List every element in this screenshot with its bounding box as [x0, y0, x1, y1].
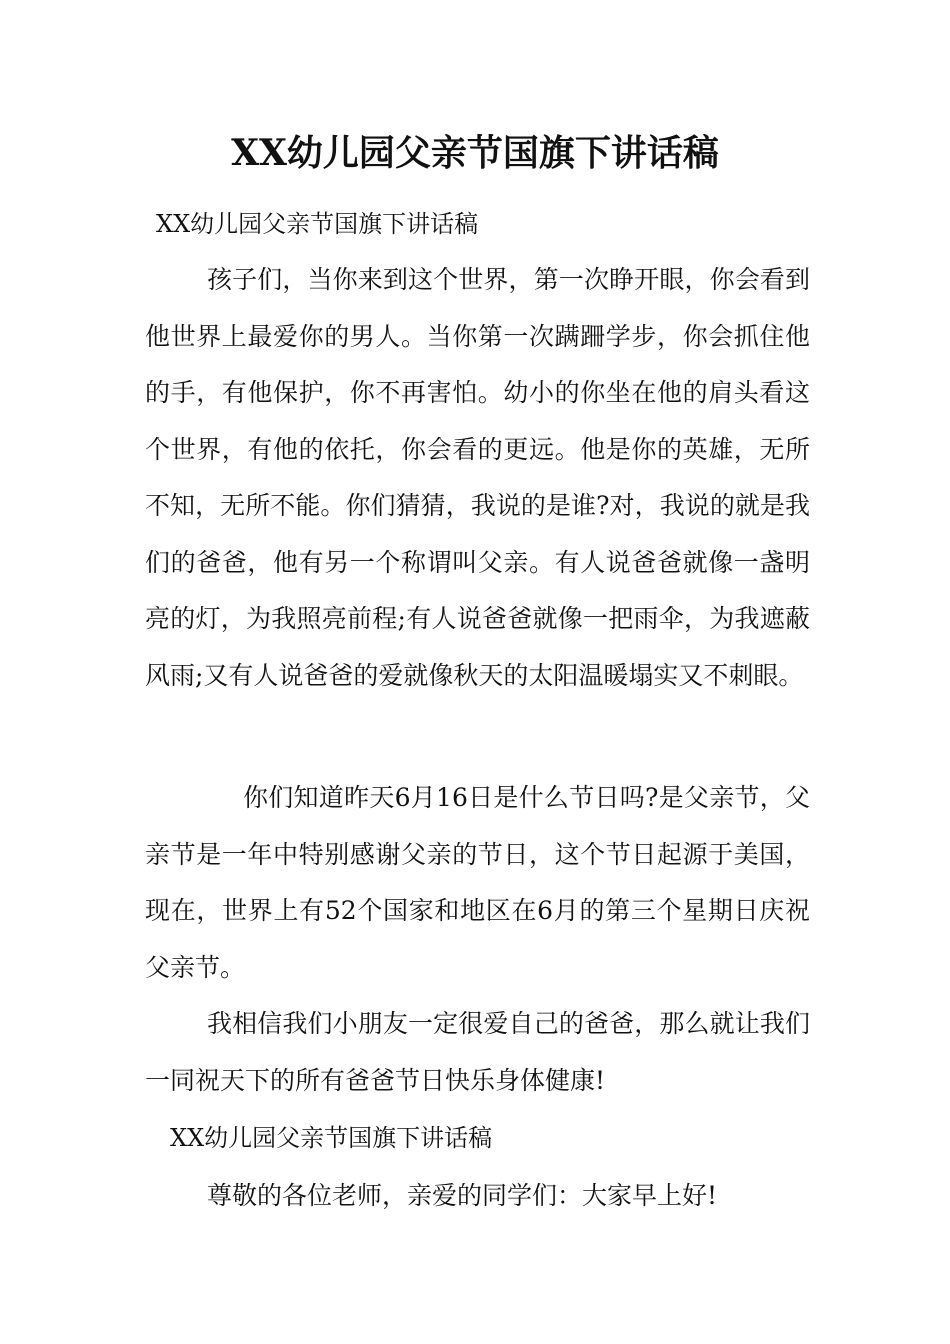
body-paragraph: 你们知道昨天6月16日是什么节日吗?是父亲节，父亲节是一年中特别感谢父亲的节日，这个节日起源于美国，现在，世界上有52个国家和地区在6月的第三个星期日庆祝父亲节。 [145, 783, 810, 982]
body-paragraph: 孩子们，当你来到这个世界，第一次睁开眼，你会看到他世界上最爱你的男人。当你第一次蹒跚学步，你会抓住他的手，有他保护，你不再害怕。幼小的你坐在他的肩头看这个世界，有他的依托，你会看的更远。他是你的英雄，无所不知，无所不能。你们猜猜，我说的是谁?对，我说的就是我们的爸爸，他有另一个称谓叫父亲。有人说爸爸就像一盏明亮的灯，为我照亮前程;有人说爸爸就像一把雨伞，为我遮蔽风雨;又有人说爸爸的爱就像秋天的太阳温暖塌实又不刺眼。 [145, 265, 810, 690]
section-heading: XX幼儿园父亲节国旗下讲话稿 [170, 1124, 493, 1152]
body-paragraph: 尊敬的各位老师，亲爱的同学们：大家早上好! [207, 1181, 718, 1210]
section-heading: XX幼儿园父亲节国旗下讲话稿 [156, 210, 479, 238]
body-paragraph: 我相信我们小朋友一定很爱自己的爸爸，那么就让我们一同祝天下的所有爸爸节日快乐身体健康! [145, 1009, 810, 1095]
document-title: XX幼儿园父亲节国旗下讲话稿 [231, 132, 719, 174]
